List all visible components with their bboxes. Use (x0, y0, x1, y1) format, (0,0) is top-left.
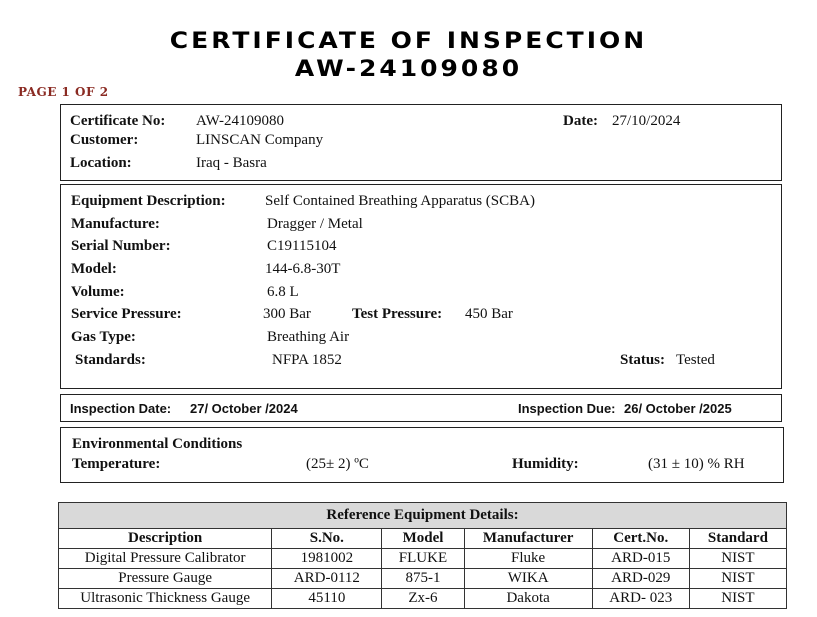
column-header: Standard (689, 529, 786, 549)
table-cell: Dakota (464, 589, 592, 609)
customer-value: LINSCAN Company (196, 132, 324, 148)
table-cell: WIKA (464, 569, 592, 589)
table-row (59, 589, 787, 609)
environment-heading: Environmental Conditions (72, 436, 243, 452)
standards-label: Standards: (75, 352, 146, 368)
status-label: Status: (620, 352, 666, 368)
test-pressure-value: 450 Bar (465, 306, 513, 322)
model-label: Model: (71, 261, 117, 277)
gas-type-value: Breathing Air (267, 329, 350, 345)
column-header: Manufacturer (464, 529, 592, 549)
table-cell: Zx-6 (382, 589, 464, 609)
table-header-row (59, 529, 787, 549)
table-cell: 1981002 (272, 549, 382, 569)
table-cell: NIST (689, 569, 786, 589)
inspection-date-label: Inspection Date: (70, 401, 172, 416)
volume-value: 6.8 L (267, 284, 299, 300)
humidity-label: Humidity: (512, 456, 579, 472)
table-cell: Ultrasonic Thickness Gauge (59, 589, 272, 609)
humidity-value: (31 ± 10) % RH (648, 456, 745, 472)
serial-value: C19115104 (267, 238, 337, 254)
table-cell: 45110 (272, 589, 382, 609)
date-value: 27/10/2024 (612, 113, 681, 129)
model-value: 144-6.8-30T (265, 261, 341, 277)
manufacture-label: Manufacture: (71, 216, 160, 232)
table-row (59, 569, 787, 589)
inspection-date-value: 27/ October /2024 (190, 401, 298, 416)
table-cell: ARD- 023 (592, 589, 689, 609)
service-pressure-value: 300 Bar (263, 306, 311, 322)
table-cell: Fluke (464, 549, 592, 569)
temperature-value: (25± 2) ºC (306, 456, 369, 472)
cert-no-label: Certificate No: (70, 113, 166, 129)
column-header: Cert.No. (592, 529, 689, 549)
equipment-desc-label: Equipment Description: (71, 193, 226, 209)
table-cell: 875-1 (382, 569, 464, 589)
certificate-title: CERTIFICATE OF INSPECTION (169, 27, 648, 54)
table-cell: ARD-029 (592, 569, 689, 589)
location-label: Location: (70, 155, 132, 171)
serial-label: Serial Number: (71, 238, 171, 254)
reference-equipment-table (58, 502, 787, 609)
service-pressure-label: Service Pressure: (71, 306, 182, 322)
table-cell: Digital Pressure Calibrator (59, 549, 272, 569)
test-pressure-label: Test Pressure: (352, 306, 443, 322)
inspection-due-value: 26/ October /2025 (624, 401, 732, 416)
table-row (59, 549, 787, 569)
customer-label: Customer: (70, 132, 139, 148)
cert-no-value: AW-24109080 (196, 113, 284, 129)
volume-label: Volume: (71, 284, 125, 300)
temperature-label: Temperature: (72, 456, 161, 472)
table-cell: NIST (689, 549, 786, 569)
equipment-box (60, 184, 782, 389)
column-header: S.No. (272, 529, 382, 549)
reference-table-caption: Reference Equipment Details: (59, 503, 787, 529)
column-header: Description (59, 529, 272, 549)
equipment-desc-value: Self Contained Breathing Apparatus (SCBA) (265, 193, 535, 209)
table-cell: Pressure Gauge (59, 569, 272, 589)
status-value: Tested (676, 352, 715, 368)
table-cell: NIST (689, 589, 786, 609)
table-cell: ARD-0112 (272, 569, 382, 589)
standards-value: NFPA 1852 (272, 352, 342, 368)
table-cell: ARD-015 (592, 549, 689, 569)
inspection-due-label: Inspection Due: (518, 401, 616, 416)
manufacture-value: Dragger / Metal (267, 216, 363, 232)
date-label: Date: (563, 113, 598, 129)
table-cell: FLUKE (382, 549, 464, 569)
gas-type-label: Gas Type: (71, 329, 136, 345)
column-header: Model (382, 529, 464, 549)
page-label: PAGE 1 OF 2 (18, 85, 109, 99)
certificate-number-title: AW-24109080 (294, 55, 523, 82)
location-value: Iraq - Basra (196, 155, 267, 171)
